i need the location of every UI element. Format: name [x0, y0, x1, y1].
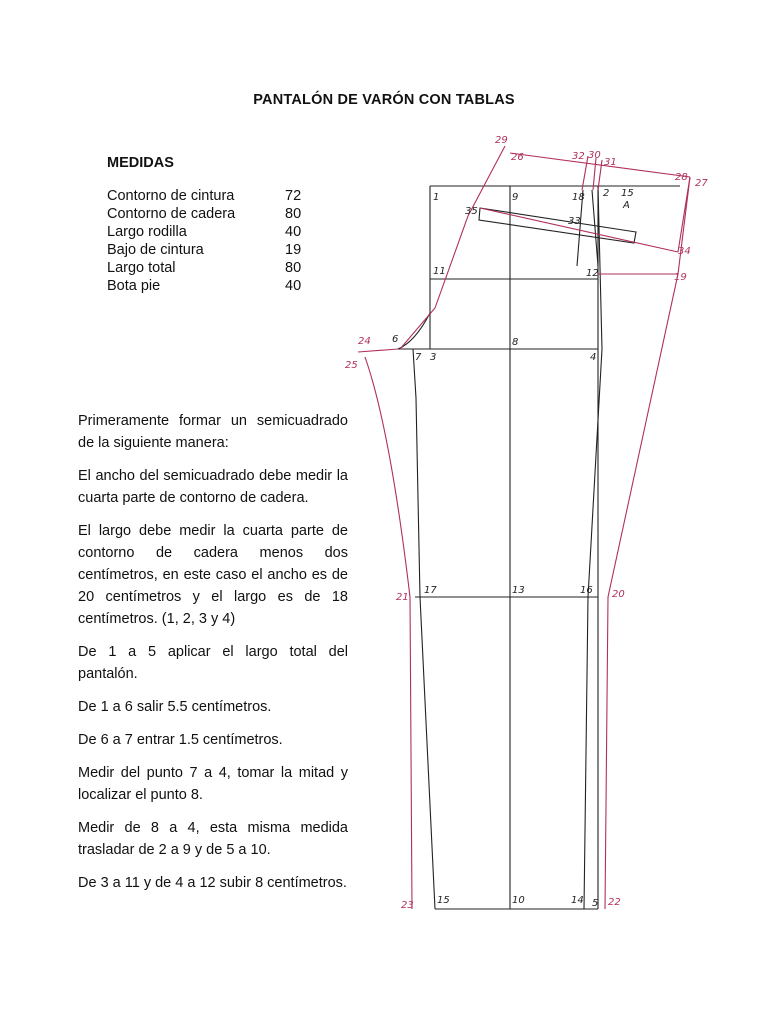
point-label: 4 — [590, 352, 597, 363]
point-label: 27 — [695, 178, 708, 189]
point-label: 29 — [495, 135, 508, 146]
point-label: 21 — [396, 592, 409, 603]
instruction-paragraph: El largo debe medir la cuarta parte de contorno de cadera menos dos centímetros, en este caso el ancho es de 20 centímetros y el largo es de 18 centímetros. (1, 2, 3 y 4) — [78, 523, 348, 627]
inner-red-curve — [365, 357, 410, 597]
measurement-row — [107, 205, 315, 223]
point-label: 3 — [430, 352, 437, 363]
point-label: 25 — [345, 360, 358, 371]
point-label: 13 — [512, 585, 525, 596]
measurement-label: Largo total — [107, 260, 176, 276]
instruction-paragraph: El ancho del semicuadrado debe medir la cuarta parte de contorno de cadera. — [78, 468, 348, 506]
pleat-mark — [593, 158, 596, 190]
instruction-paragraph: De 6 a 7 entrar 1.5 centímetros. — [78, 732, 283, 748]
measurement-label: Bota pie — [107, 278, 161, 294]
point-label: 32 — [572, 151, 585, 162]
point-label: 1 — [433, 192, 440, 203]
measurements-heading: MEDIDAS — [107, 155, 174, 171]
point-label: 17 — [424, 585, 437, 596]
measurement-value: 40 — [285, 278, 302, 294]
measurement-row — [107, 223, 315, 241]
measurement-row — [107, 277, 315, 295]
measurement-label: Bajo de cintura — [107, 242, 204, 258]
point-label: 24 — [358, 336, 371, 347]
crotch-curve — [398, 313, 430, 349]
inseam-line — [413, 349, 435, 909]
point-label: 20 — [612, 589, 625, 600]
page-title: PANTALÓN DE VARÓN CON TABLAS — [253, 92, 515, 108]
measurement-label: Largo rodilla — [107, 224, 187, 240]
measurement-value: 40 — [285, 224, 302, 240]
measurement-row — [107, 259, 315, 277]
pleat-line — [592, 190, 598, 266]
instruction-paragraph: De 1 a 6 salir 5.5 centímetros. — [78, 699, 272, 715]
point-label: 5 — [592, 898, 599, 909]
instruction-paragraph: Primeramente formar un semicuadrado de la siguiente manera: — [78, 413, 348, 451]
measurements-table — [107, 187, 315, 295]
instruction-paragraph: De 1 a 5 aplicar el largo total del pantalón. — [78, 644, 348, 682]
inner-red-line — [410, 597, 412, 909]
measurement-value: 80 — [285, 206, 302, 222]
point-label: 14 — [571, 895, 584, 906]
point-label: 19 — [674, 272, 687, 283]
red-point-labels — [345, 135, 708, 911]
point-label: 8 — [512, 337, 519, 348]
measurement-value: 19 — [285, 242, 302, 258]
point-label: 23 — [401, 900, 414, 911]
point-label: 6 — [392, 334, 399, 345]
point-label: 28 — [675, 172, 688, 183]
instruction-paragraph: Medir del punto 7 a 4, tomar la mitad y localizar el punto 8. — [78, 765, 348, 803]
trouser-pattern-diagram — [340, 128, 712, 928]
point-label: 31 — [604, 157, 617, 168]
point-label: 30 — [588, 150, 601, 161]
instruction-paragraph: Medir de 8 a 4, esta misma medida trasladar de 2 a 9 y de 5 a 10. — [78, 820, 348, 858]
measurement-row — [107, 187, 315, 205]
red-construction-lines — [358, 146, 690, 909]
measurement-value: 72 — [285, 188, 302, 204]
measurement-value: 80 — [285, 260, 302, 276]
front-rise-line — [400, 146, 505, 349]
point-label: 15 — [621, 188, 634, 199]
point-label: 9 — [512, 192, 519, 203]
point-label: 10 — [512, 895, 525, 906]
point-label: 11 — [433, 266, 446, 277]
crotch-extension — [358, 349, 398, 352]
point-label: 18 — [572, 192, 585, 203]
point-label: 12 — [586, 268, 599, 279]
measurement-label: Contorno de cadera — [107, 206, 236, 222]
point-label: 26 — [511, 152, 524, 163]
outseam-line — [584, 186, 602, 909]
point-label: 22 — [608, 897, 621, 908]
point-label: A — [623, 200, 630, 211]
instruction-paragraph: De 3 a 11 y de 4 a 12 subir 8 centímetros. — [78, 875, 347, 891]
point-label: 16 — [580, 585, 593, 596]
point-label: 34 — [678, 246, 691, 257]
instructions — [78, 410, 348, 905]
point-label: 15 — [437, 895, 450, 906]
point-label: 7 — [415, 352, 422, 363]
point-label: 2 — [603, 188, 610, 199]
point-label: 33 — [568, 216, 581, 227]
measurement-row — [107, 241, 315, 259]
measurement-label: Contorno de cintura — [107, 188, 235, 204]
point-label: 35 — [465, 206, 478, 217]
outer-red-line — [605, 177, 690, 909]
